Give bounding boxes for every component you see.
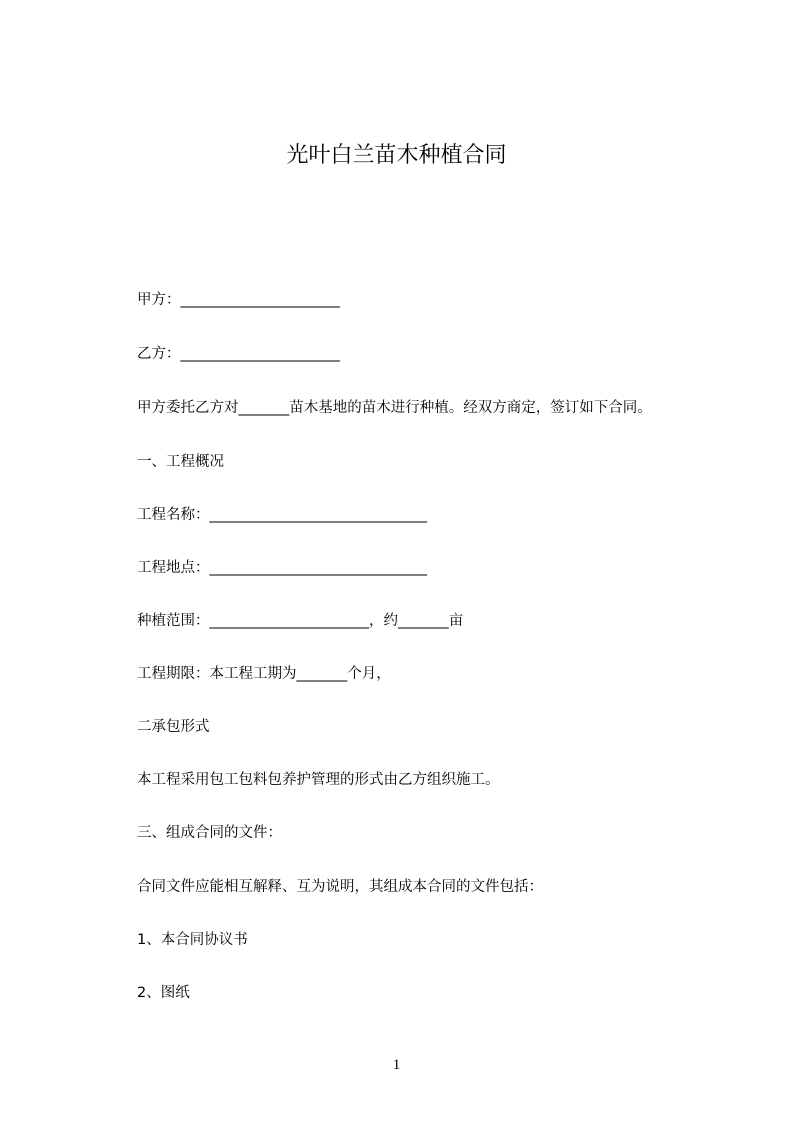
list-item-agreement: 1、本合同协议书 xyxy=(137,932,248,948)
page-number: 1 xyxy=(392,1057,401,1073)
project-location-line: 工程地点：______________________________ xyxy=(137,560,427,576)
section-heading-project-overview: 一、工程概况 xyxy=(137,454,224,470)
section-heading-contract-form: 二承包形式 xyxy=(137,719,210,735)
intro-paragraph: 甲方委托乙方对_______苗木基地的苗木进行种植。经双方商定，签订如下合同。 xyxy=(137,400,652,416)
contract-documents-paragraph: 合同文件应能相互解释、互为说明，其组成本合同的文件包括： xyxy=(137,879,543,895)
project-duration-line: 工程期限：本工程工期为_______个月， xyxy=(137,666,391,682)
party-a-line: 甲方：______________________ xyxy=(137,292,340,308)
contract-form-paragraph: 本工程采用包工包料包养护管理的形式由乙方组织施工。 xyxy=(137,772,500,788)
party-b-line: 乙方：______________________ xyxy=(137,346,340,362)
document-title: 光叶白兰苗木种植合同 xyxy=(286,143,507,168)
project-name-line: 工程名称：______________________________ xyxy=(137,507,427,523)
section-heading-contract-documents: 三、组成合同的文件： xyxy=(137,825,282,841)
planting-scope-line: 种植范围：______________________，约_______亩 xyxy=(137,613,464,629)
list-item-drawings: 2、图纸 xyxy=(137,985,190,1001)
